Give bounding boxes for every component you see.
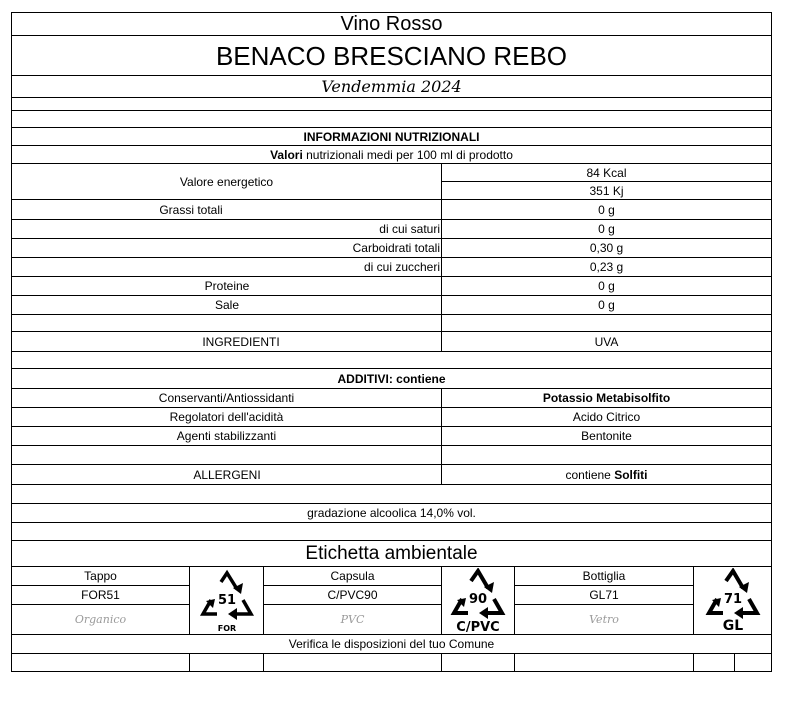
nutrient-value: 0,23 g <box>442 258 772 277</box>
energy-kcal: 84 Kcal <box>442 164 772 182</box>
nutrition-subheading-bold: Valori <box>270 147 303 162</box>
empty-cell <box>515 654 694 672</box>
energy-label: Valore energetico <box>12 164 442 200</box>
recycle-triangle-icon <box>700 568 766 634</box>
empty-cell <box>442 654 515 672</box>
label-table <box>11 12 772 672</box>
tappo-code: FOR51 <box>12 586 190 605</box>
bottiglia-name: Bottiglia <box>515 567 694 586</box>
spacer-row <box>12 523 772 541</box>
nutrient-value: 0 g <box>442 296 772 315</box>
symbol-letters: GL <box>722 617 743 634</box>
capsula-code: C/PVC90 <box>264 586 442 605</box>
nutrient-value: 0,30 g <box>442 239 772 258</box>
bottiglia-recycle-symbol <box>694 567 772 635</box>
environment-footer: Verifica le disposizioni del tuo Comune <box>12 635 772 654</box>
bottiglia-code: GL71 <box>515 586 694 605</box>
empty-cell <box>190 654 264 672</box>
additive-value: Acido Citrico <box>442 408 772 427</box>
wine-name: BENACO BRESCIANO REBO <box>12 36 772 76</box>
tappo-recycle-symbol <box>190 567 264 635</box>
alcohol-content: gradazione alcoolica 14,0% vol. <box>12 504 772 523</box>
nutrient-label: Proteine <box>12 277 442 296</box>
tappo-material: Organico <box>12 605 190 635</box>
capsula-recycle-symbol <box>442 567 515 635</box>
allergens-label: ALLERGENI <box>12 465 442 485</box>
wine-label <box>11 12 771 672</box>
nutrient-value: 0 g <box>442 277 772 296</box>
bottiglia-material: Vetro <box>515 605 694 635</box>
allergens-bold: Solfiti <box>614 467 648 482</box>
nutrient-label: Grassi totali <box>12 200 442 220</box>
empty-cell <box>264 654 442 672</box>
additive-label: Conservanti/Antiossidanti <box>12 389 442 408</box>
spacer-row <box>12 352 772 369</box>
additive-value: Bentonite <box>442 427 772 446</box>
energy-kj: 351 Kj <box>442 182 772 200</box>
empty-cell <box>694 654 735 672</box>
nutrition-subheading-rest: nutrizionali medi per 100 ml di prodotto <box>302 147 513 162</box>
tappo-name: Tappo <box>12 567 190 586</box>
spacer-row <box>12 111 772 128</box>
recycle-triangle-icon <box>447 568 509 634</box>
nutrient-label: Sale <box>12 296 442 315</box>
symbol-letters: C/PVC <box>456 619 500 634</box>
additive-label: Agenti stabilizzanti <box>12 427 442 446</box>
ingredients-value: UVA <box>442 332 772 352</box>
nutrient-label: di cui saturi <box>12 220 442 239</box>
empty-cell <box>735 654 772 672</box>
spacer-cell <box>442 315 772 332</box>
allergens-prefix: contiene <box>565 467 615 482</box>
capsula-material: PVC <box>264 605 442 635</box>
nutrient-label: Carboidrati totali <box>12 239 442 258</box>
symbol-number: 90 <box>468 591 488 607</box>
vintage: Vendemmia 2024 <box>12 76 772 98</box>
allergens-value <box>442 465 772 485</box>
additives-heading: ADDITIVI: contiene <box>12 369 772 389</box>
environment-heading: Etichetta ambientale <box>12 541 772 567</box>
empty-cell <box>12 654 190 672</box>
nutrient-value: 0 g <box>442 220 772 239</box>
symbol-number: 51 <box>217 592 236 608</box>
spacer-cell <box>442 446 772 465</box>
wine-category: Vino Rosso <box>12 13 772 36</box>
spacer-cell <box>12 315 442 332</box>
additive-value: Potassio Metabisolfito <box>442 389 772 408</box>
additive-label: Regolatori dell'acidità <box>12 408 442 427</box>
spacer-cell <box>12 446 442 465</box>
recycle-triangle-icon <box>197 568 257 634</box>
capsula-name: Capsula <box>264 567 442 586</box>
nutrition-heading: INFORMAZIONI NUTRIZIONALI <box>12 128 772 146</box>
symbol-number: 71 <box>723 591 742 607</box>
spacer-row <box>12 98 772 111</box>
ingredients-label: INGREDIENTI <box>12 332 442 352</box>
nutrition-subheading <box>12 146 772 164</box>
spacer-row <box>12 485 772 504</box>
nutrient-label: di cui zuccheri <box>12 258 442 277</box>
symbol-letters: FOR <box>217 623 236 633</box>
nutrient-value: 0 g <box>442 200 772 220</box>
